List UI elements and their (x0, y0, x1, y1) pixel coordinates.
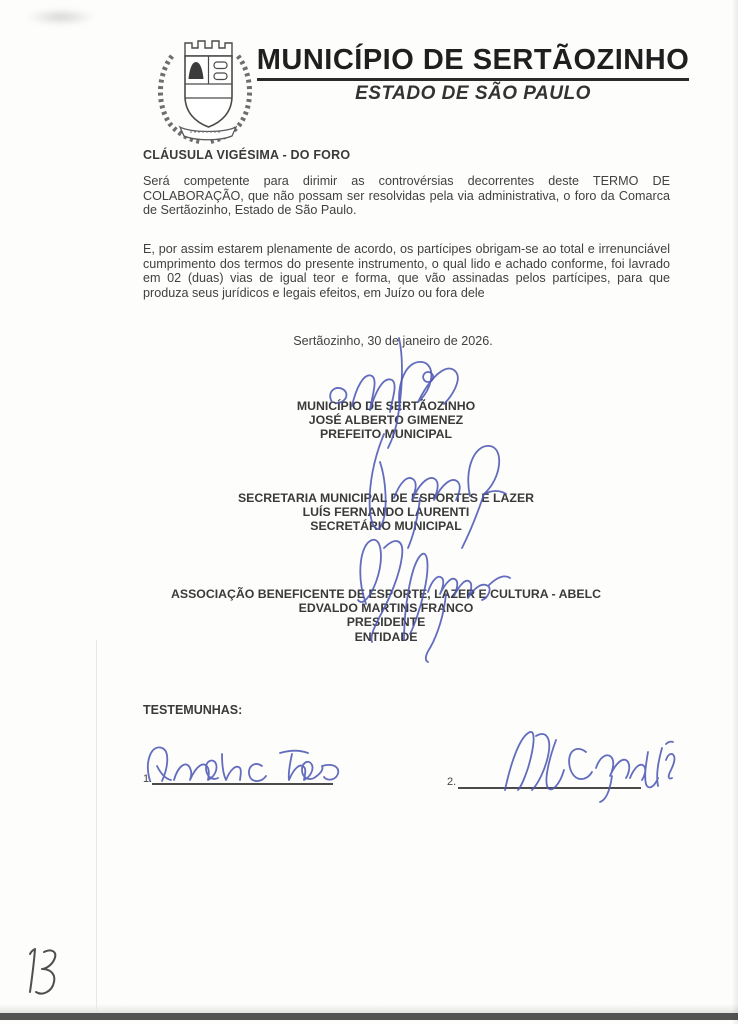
witness-2-signature-line (458, 787, 641, 789)
witness-2-signature-handwriting (505, 732, 675, 802)
signatory-role: PREFEITO MUNICIPAL (319, 427, 453, 442)
signatory-role: SECRETÁRIO MUNICIPAL (310, 519, 462, 534)
witness-2-number: 2. (447, 776, 457, 788)
document-header (252, 44, 694, 105)
scan-bottom-shadow (0, 1004, 738, 1013)
signatory-role: PRESIDENTE (346, 615, 426, 630)
witnesses-heading: TESTEMUNHAS: (143, 703, 243, 717)
signatory-block-secretaria (103, 491, 669, 534)
signatory-name: EDVALDO MARTINS FRANCO (298, 601, 474, 616)
signatory-name: JOSÉ ALBERTO GIMENEZ (308, 413, 464, 428)
scan-right-edge-shadow (732, 0, 738, 1024)
state-subtitle: ESTADO DE SÃO PAULO (355, 83, 591, 104)
clause-heading: CLÁUSULA VIGÉSIMA - DO FORO (143, 148, 351, 162)
signatory-org: MUNICÍPIO DE SERTÃOZINHO (296, 399, 476, 413)
clause-paragraph-2: E, por assim estarem plenamente de acordo, os partícipes obrigam-se ao total e irrenunciável cumprimento dos termos do presente instrumento, o qual lido e achado conforme, foi lavrado em 02 (duas) vias de igual teor e forma, que vão assinadas pelos partícipes, para que produza seus jurídicos e legais efeitos, em Juízo ou fora dele (143, 242, 670, 300)
signatory-org: ASSOCIAÇÃO BENEFICENTE DE ESPORTE, LAZER E CULTURA - ABELC (171, 587, 601, 601)
witness-1-number: 1. (143, 773, 153, 785)
witness-1-signature-handwriting (148, 747, 338, 781)
witness-1-signature-line (152, 783, 333, 785)
signatory-org: SECRETARIA MUNICIPAL DE ESPORTES E LAZER (237, 491, 535, 505)
paper-fold-line (96, 640, 97, 1012)
signatory-name: LUÍS FERNANDO LAURENTI (302, 505, 470, 520)
coat-of-arms-icon (148, 34, 262, 146)
signatory-block-entidade (103, 587, 669, 644)
faint-stamp-smudge (26, 8, 96, 26)
handwritten-page-number (30, 949, 55, 994)
clause-paragraph-1: Será competente para dirimir as controvérsias decorrentes deste TERMO DE COLABORAÇÃO, que não possam ser resolvidas pela via administrativa, o foro da Comarca de Sertãozinho, Estado de São Paulo. (143, 174, 670, 218)
signatory-block-municipio (103, 399, 669, 442)
dateline: Sertãozinho, 30 de janeiro de 2026. (293, 334, 493, 348)
signatory-entity-label: ENTIDADE (354, 629, 418, 644)
scan-edge-band (0, 1013, 738, 1020)
municipality-title: MUNICÍPIO DE SERTÃOZINHO (257, 44, 690, 81)
